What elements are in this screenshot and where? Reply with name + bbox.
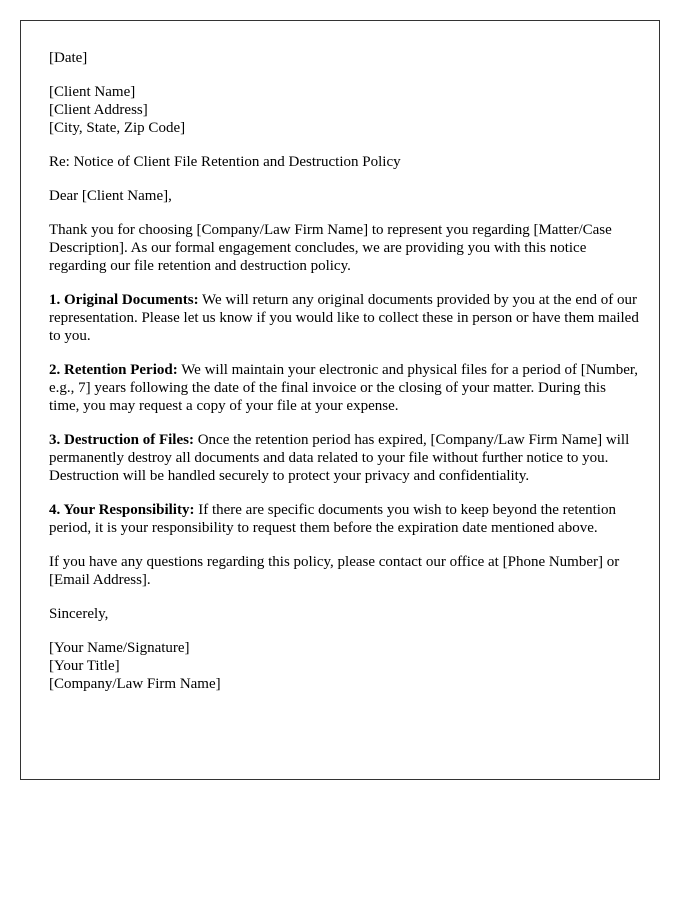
signoff: Sincerely, — [49, 606, 109, 622]
section-heading: 3. Destruction of Files: — [49, 432, 194, 448]
section-text: Once the retention period has expired, [Company/Law Firm Name] will permanently destroy all documents and data related to your file without further notice to you. Destruction will be handled securely to protect your privacy and confidentiality. — [49, 432, 630, 484]
signer-company: [Company/Law Firm Name] — [49, 676, 221, 692]
closing-note: If you have any questions regarding this policy, please contact our office at [Phone Number] or [Email Address]. — [49, 554, 620, 588]
intro-paragraph: Thank you for choosing [Company/Law Firm Name] to represent you regarding [Matter/Case Description]. As our formal engagement concludes, we are providing you with this notice regarding our file retention and destruction policy. — [49, 222, 612, 274]
section-text: We will maintain your electronic and physical files for a period of [Number, e.g., 7] years following the date of the final invoice or the closing of your matter. During this time, you may request a copy of your file at your expense. — [49, 362, 639, 414]
section-destruction-of-files — [49, 431, 639, 485]
section-retention-period — [49, 361, 639, 415]
salutation: Dear [Client Name], — [49, 188, 172, 204]
section-original-documents — [49, 291, 639, 345]
date: [Date] — [49, 50, 88, 66]
signer-title: [Your Title] — [49, 658, 120, 674]
section-your-responsibility — [49, 501, 639, 537]
section-text: If there are specific documents you wish to keep beyond the retention period, it is your responsibility to request them before the expiration date mentioned above. — [49, 502, 616, 536]
client-address: [Client Address] — [49, 102, 148, 118]
subject-line: Re: Notice of Client File Retention and Destruction Policy — [49, 154, 401, 170]
recipient-address — [49, 83, 639, 137]
signature-block — [49, 639, 639, 693]
section-heading: 2. Retention Period: — [49, 362, 178, 378]
signer-name: [Your Name/Signature] — [49, 640, 190, 656]
letter-page — [20, 20, 660, 780]
section-text: We will return any original documents provided by you at the end of our representation. Please let us know if you would like to collect these in person or have them mailed to you. — [49, 292, 639, 344]
section-heading: 1. Original Documents: — [49, 292, 199, 308]
client-name: [Client Name] — [49, 84, 136, 100]
letter-body — [49, 49, 639, 709]
section-heading: 4. Your Responsibility: — [49, 502, 195, 518]
client-city-state-zip: [City, State, Zip Code] — [49, 120, 186, 136]
